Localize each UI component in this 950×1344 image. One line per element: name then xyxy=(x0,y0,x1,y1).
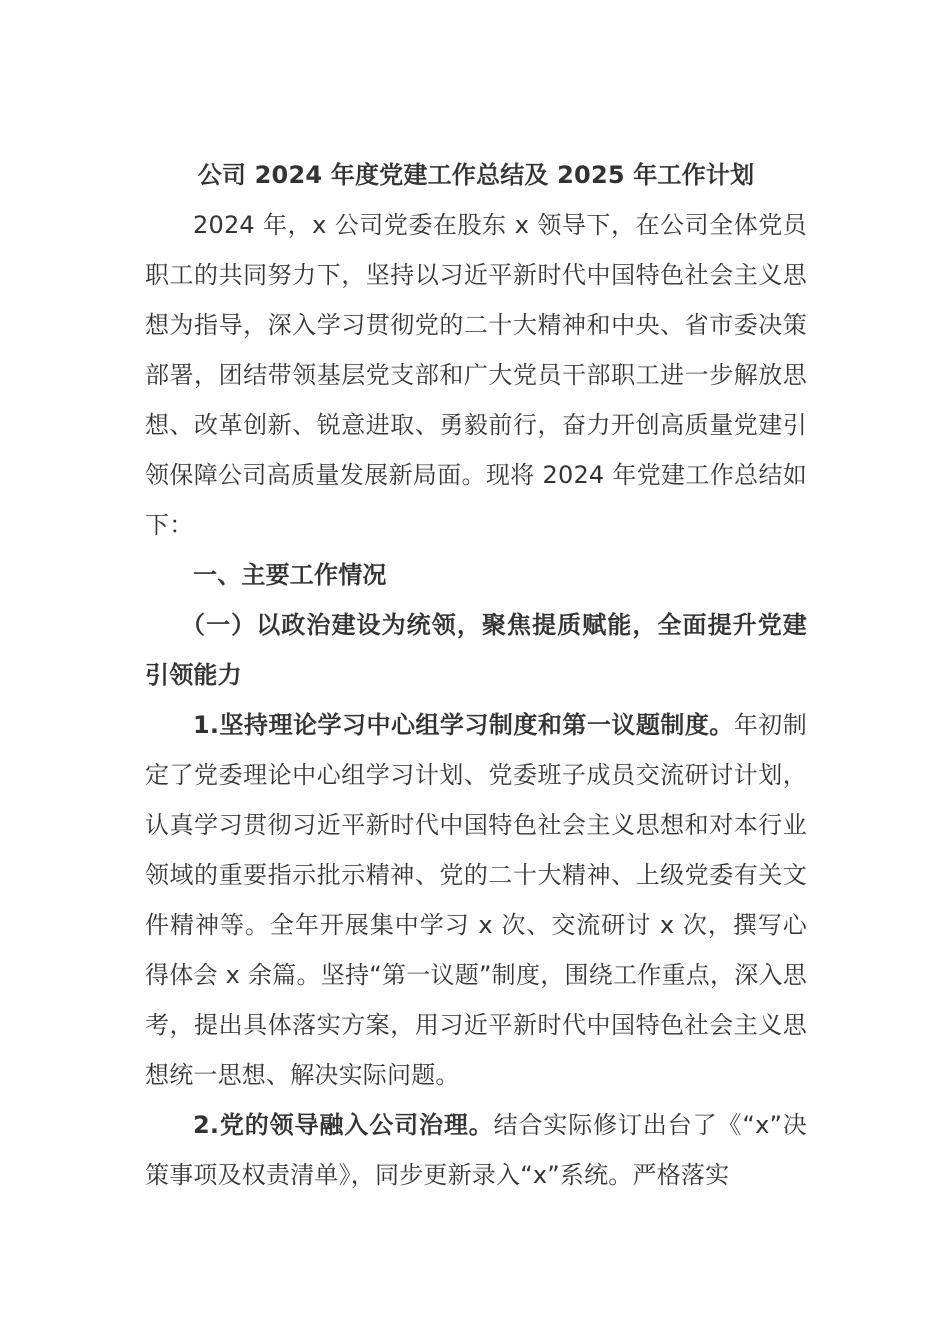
document-body xyxy=(145,150,807,1200)
subsection-heading-political-building: （一）以政治建设为统领，聚焦提质赋能，全面提升党建引领能力 xyxy=(145,611,807,689)
intro-paragraph: 2024 年，x 公司党委在股东 x 领导下，在公司全体党员职工的共同努力下，坚持以习近平新时代中国特色社会主义思想为指导，深入学习贯彻党的二十大精神和中央、省市委决策部署，团结带领基层党支部和广大党员干部职工进一步解放思想、改革创新、锐意进取、勇毅前行，奋力开创高质量党建引领保障公司高质量发展新局面。现将 2024 年党建工作总结如下： xyxy=(145,211,807,539)
document-title: 公司 2024 年度党建工作总结及 2025 年工作计划 xyxy=(197,161,755,189)
item-paragraph-party-governance xyxy=(145,1100,807,1200)
item-body-party-governance: 结合实际修订出台了《“x”决策事项及权责清单》，同步更新录入“x”系统。严格落实 xyxy=(145,1111,807,1189)
section-heading-main-work: 一、主要工作情况 xyxy=(193,561,387,589)
item-paragraph-theory-study xyxy=(145,700,807,1100)
item-lead-party-governance: 2.党的领导融入公司治理。 xyxy=(193,1111,494,1139)
item-body-theory-study: 年初制定了党委理论中心组学习计划、党委班子成员交流研讨计划，认真学习贯彻习近平新时代中国特色社会主义思想和对本行业领域的重要指示批示精神、党的二十大精神、上级党委有关文件精神等。全年开展集中学习 x 次、交流研讨 x 次，撰写心得体会 x 余篇。坚持“第一议题”制度，围绕工作重点，深入思考，提出具体落实方案，用习近平新时代中国特色社会主义思想统一思想、解决实际问题。 xyxy=(145,711,807,1089)
item-lead-theory-study: 1.坚持理论学习中心组学习制度和第一议题制度。 xyxy=(193,711,734,739)
